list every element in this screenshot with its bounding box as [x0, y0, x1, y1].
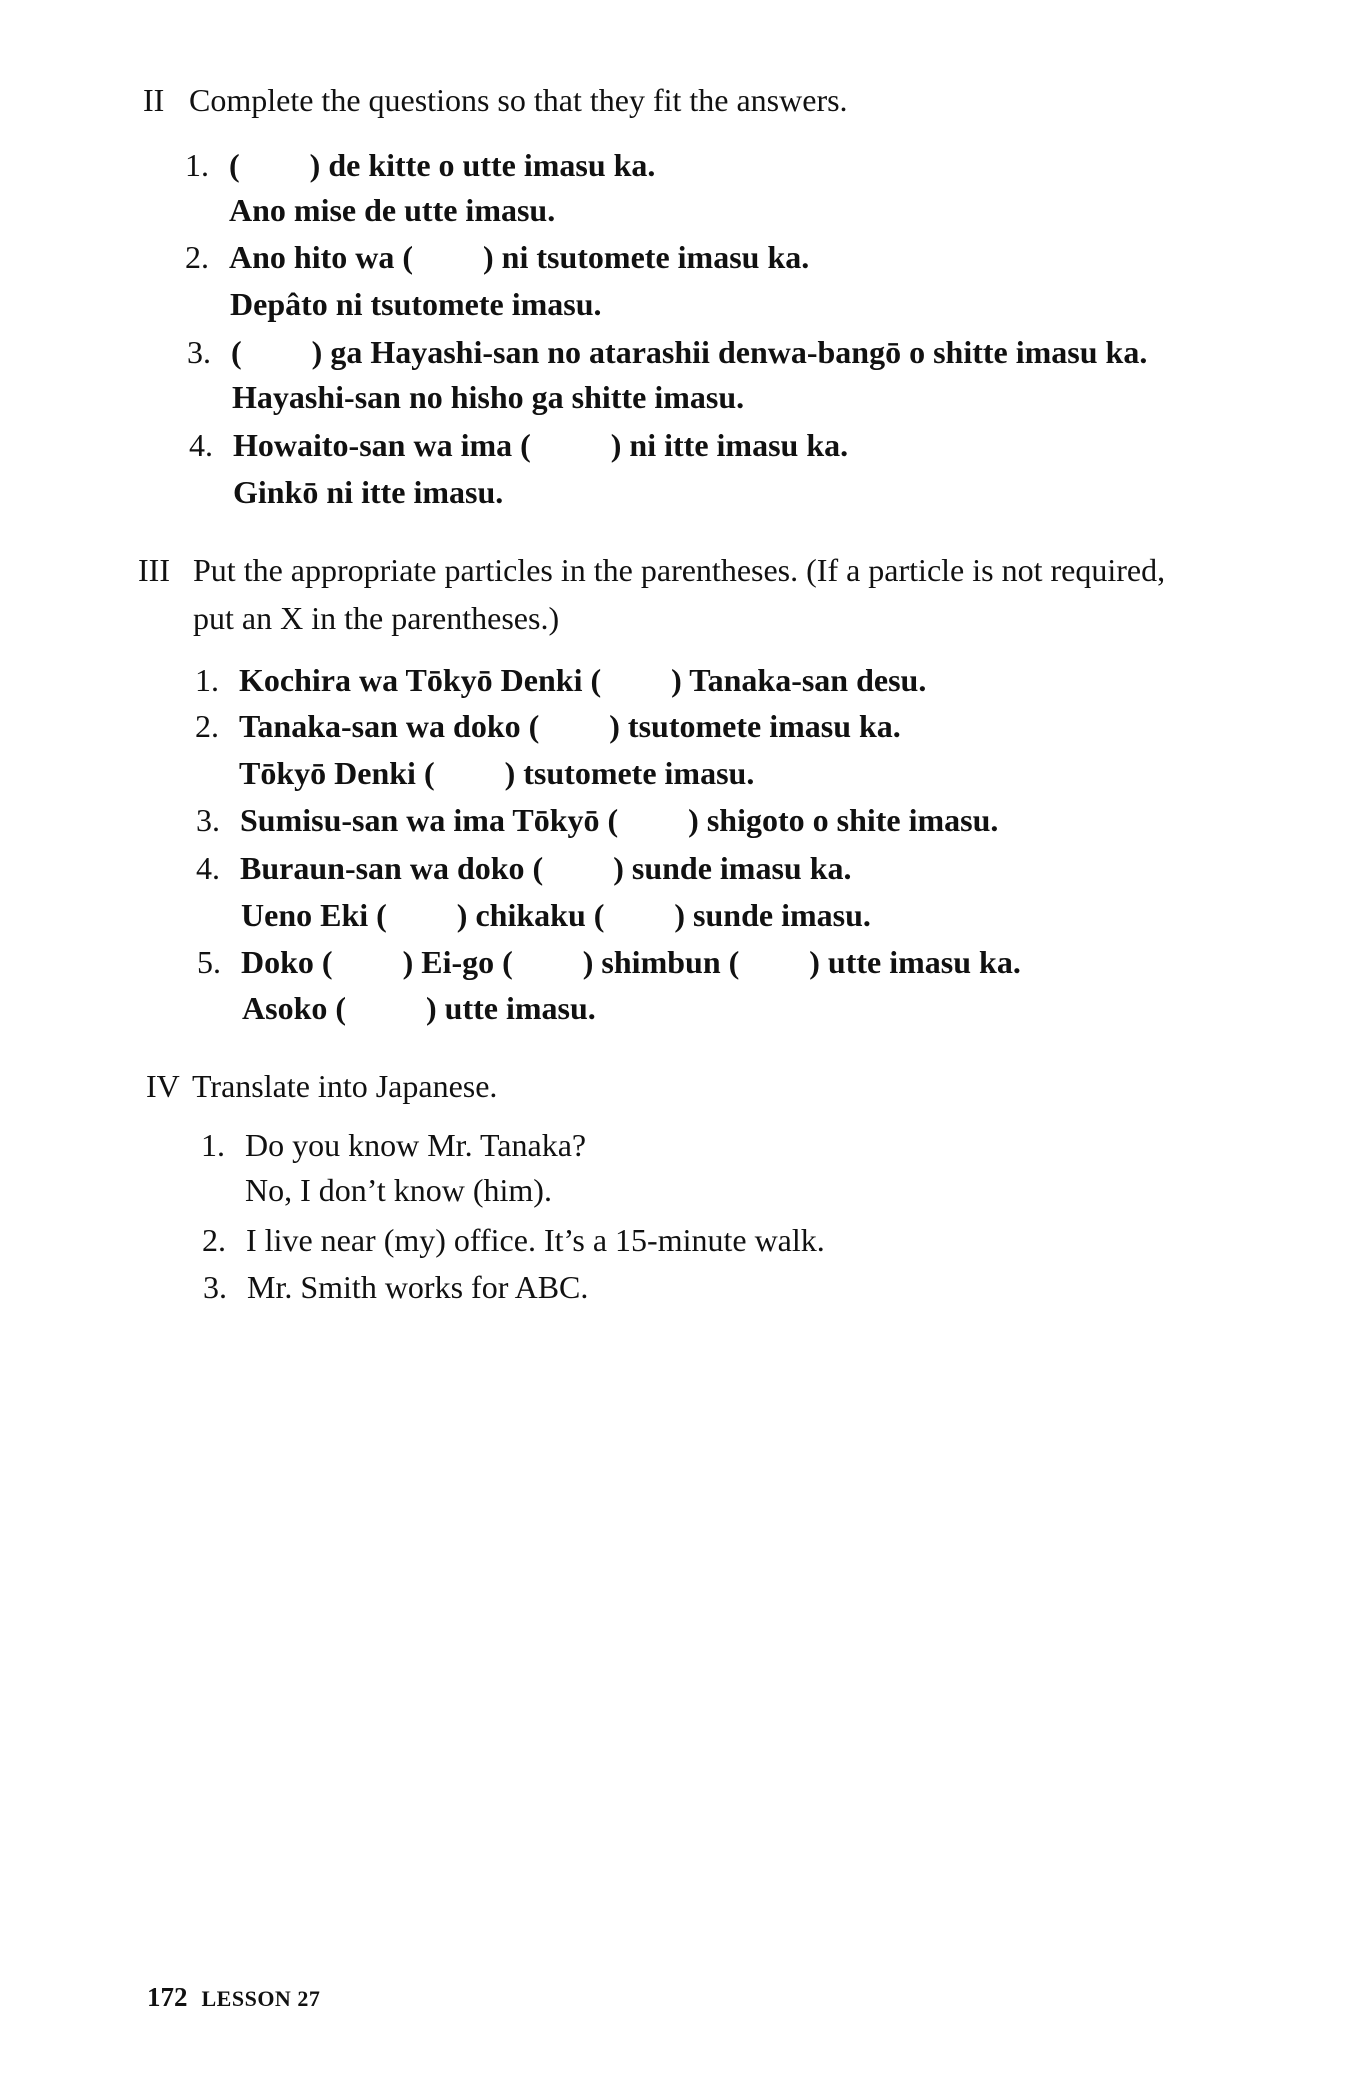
s2-num-2: 2.	[185, 239, 209, 275]
s2-q3-before: (	[231, 334, 242, 370]
section-2-instruction: Complete the questions so that they fit the answers.	[189, 82, 848, 118]
section-4-roman: IV	[146, 1068, 180, 1104]
s3-text: ) utte imasu.	[426, 990, 596, 1026]
s3-text: Ueno Eki (	[241, 897, 387, 933]
s4-num-3: 3.	[203, 1269, 227, 1305]
s3-text: ) Tanaka-san desu.	[671, 662, 927, 698]
section-3-roman: III	[138, 552, 170, 588]
s3-text: Kochira wa Tōkyō Denki (	[239, 662, 602, 698]
s3-text: ) chikaku (	[456, 897, 605, 933]
s3-text: ) sunde imasu.	[674, 897, 871, 933]
s3-num-3: 3.	[196, 802, 220, 838]
s3-num-5: 5.	[197, 944, 221, 980]
s3-num-1: 1.	[195, 662, 219, 698]
s2-q1-before: (	[229, 147, 240, 183]
s2-num-4: 4.	[189, 427, 213, 463]
s3-text: Sumisu-san wa ima Tōkyō (	[240, 802, 619, 838]
s3-line-4-answer	[241, 893, 871, 937]
s3-line-2-answer	[239, 751, 754, 795]
s2-q3-after: ) ga Hayashi-san no atarashii denwa-bangō o shitte imasu ka.	[311, 334, 1148, 370]
section-3-instruction-line-1: Put the appropriate particles in the parentheses. (If a particle is not required,	[193, 552, 1166, 588]
s2-q1-after: ) de kitte o utte imasu ka.	[309, 147, 656, 183]
s2-answer-2: Depâto ni tsutomete imasu.	[230, 286, 602, 322]
s2-question-1	[185, 143, 655, 187]
s3-text: ) utte imasu ka.	[809, 944, 1021, 980]
s2-answer-1: Ano mise de utte imasu.	[229, 192, 556, 228]
s4-num-2: 2.	[202, 1222, 226, 1258]
s2-num-1: 1.	[185, 147, 209, 183]
section-2-roman: II	[143, 82, 165, 118]
s3-line-5	[197, 940, 1021, 984]
s3-line-3	[196, 798, 998, 842]
s2-q4-after: ) ni itte imasu ka.	[610, 427, 849, 463]
s3-line-1	[195, 658, 926, 702]
s3-text: Doko (	[241, 944, 333, 980]
s4-num-1: 1.	[201, 1127, 225, 1163]
section-3-heading	[138, 546, 1165, 594]
section-3-instruction-line-2: put an X in the parentheses.)	[193, 600, 560, 636]
s3-text: Tōkyō Denki (	[239, 755, 435, 791]
s3-num-2: 2.	[195, 708, 219, 744]
s3-text: Buraun-san wa doko (	[240, 850, 544, 886]
s3-text: ) sunde imasu ka.	[613, 850, 852, 886]
s3-line-4	[196, 846, 852, 890]
section-4-instruction: Translate into Japanese.	[192, 1068, 498, 1104]
section-2-heading	[143, 76, 848, 124]
s2-question-3	[187, 330, 1147, 374]
s2-question-4	[189, 423, 848, 467]
s4-text: Do you know Mr. Tanaka?	[245, 1127, 587, 1163]
s2-q2-after: ) ni tsutomete imasu ka.	[483, 239, 810, 275]
s3-line-5-answer	[242, 986, 596, 1030]
s2-answer-4: Ginkō ni itte imasu.	[233, 474, 504, 510]
s3-text: ) shigoto o shite imasu.	[688, 802, 999, 838]
s2-num-3: 3.	[187, 334, 211, 370]
s4-text: I live near (my) office. It’s a 15-minute walk.	[246, 1222, 825, 1258]
s4-line-1-answer: No, I don’t know (him).	[245, 1172, 552, 1208]
s4-line-2	[202, 1218, 825, 1262]
s3-line-2	[195, 704, 901, 748]
page-number: 172	[147, 1982, 188, 2012]
s2-q2-before: Ano hito wa (	[229, 239, 414, 275]
s3-text: ) tsutomete imasu ka.	[609, 708, 901, 744]
s2-question-2	[185, 235, 809, 279]
s3-text: Asoko (	[242, 990, 347, 1026]
s3-text: ) shimbun (	[582, 944, 740, 980]
s3-num-4: 4.	[196, 850, 220, 886]
s4-line-3	[203, 1265, 588, 1309]
lesson-label: LESSON 27	[201, 1986, 321, 2011]
s3-text: ) tsutomete imasu.	[504, 755, 755, 791]
section-4-heading	[146, 1062, 497, 1110]
s3-text: ) Ei-go (	[402, 944, 513, 980]
s4-line-1	[201, 1123, 586, 1167]
page-footer	[147, 1982, 320, 2013]
s4-text: Mr. Smith works for ABC.	[247, 1269, 589, 1305]
s3-text: Tanaka-san wa doko (	[239, 708, 540, 744]
s2-answer-3: Hayashi-san no hisho ga shitte imasu.	[232, 379, 745, 415]
s2-q4-before: Howaito-san wa ima (	[233, 427, 531, 463]
